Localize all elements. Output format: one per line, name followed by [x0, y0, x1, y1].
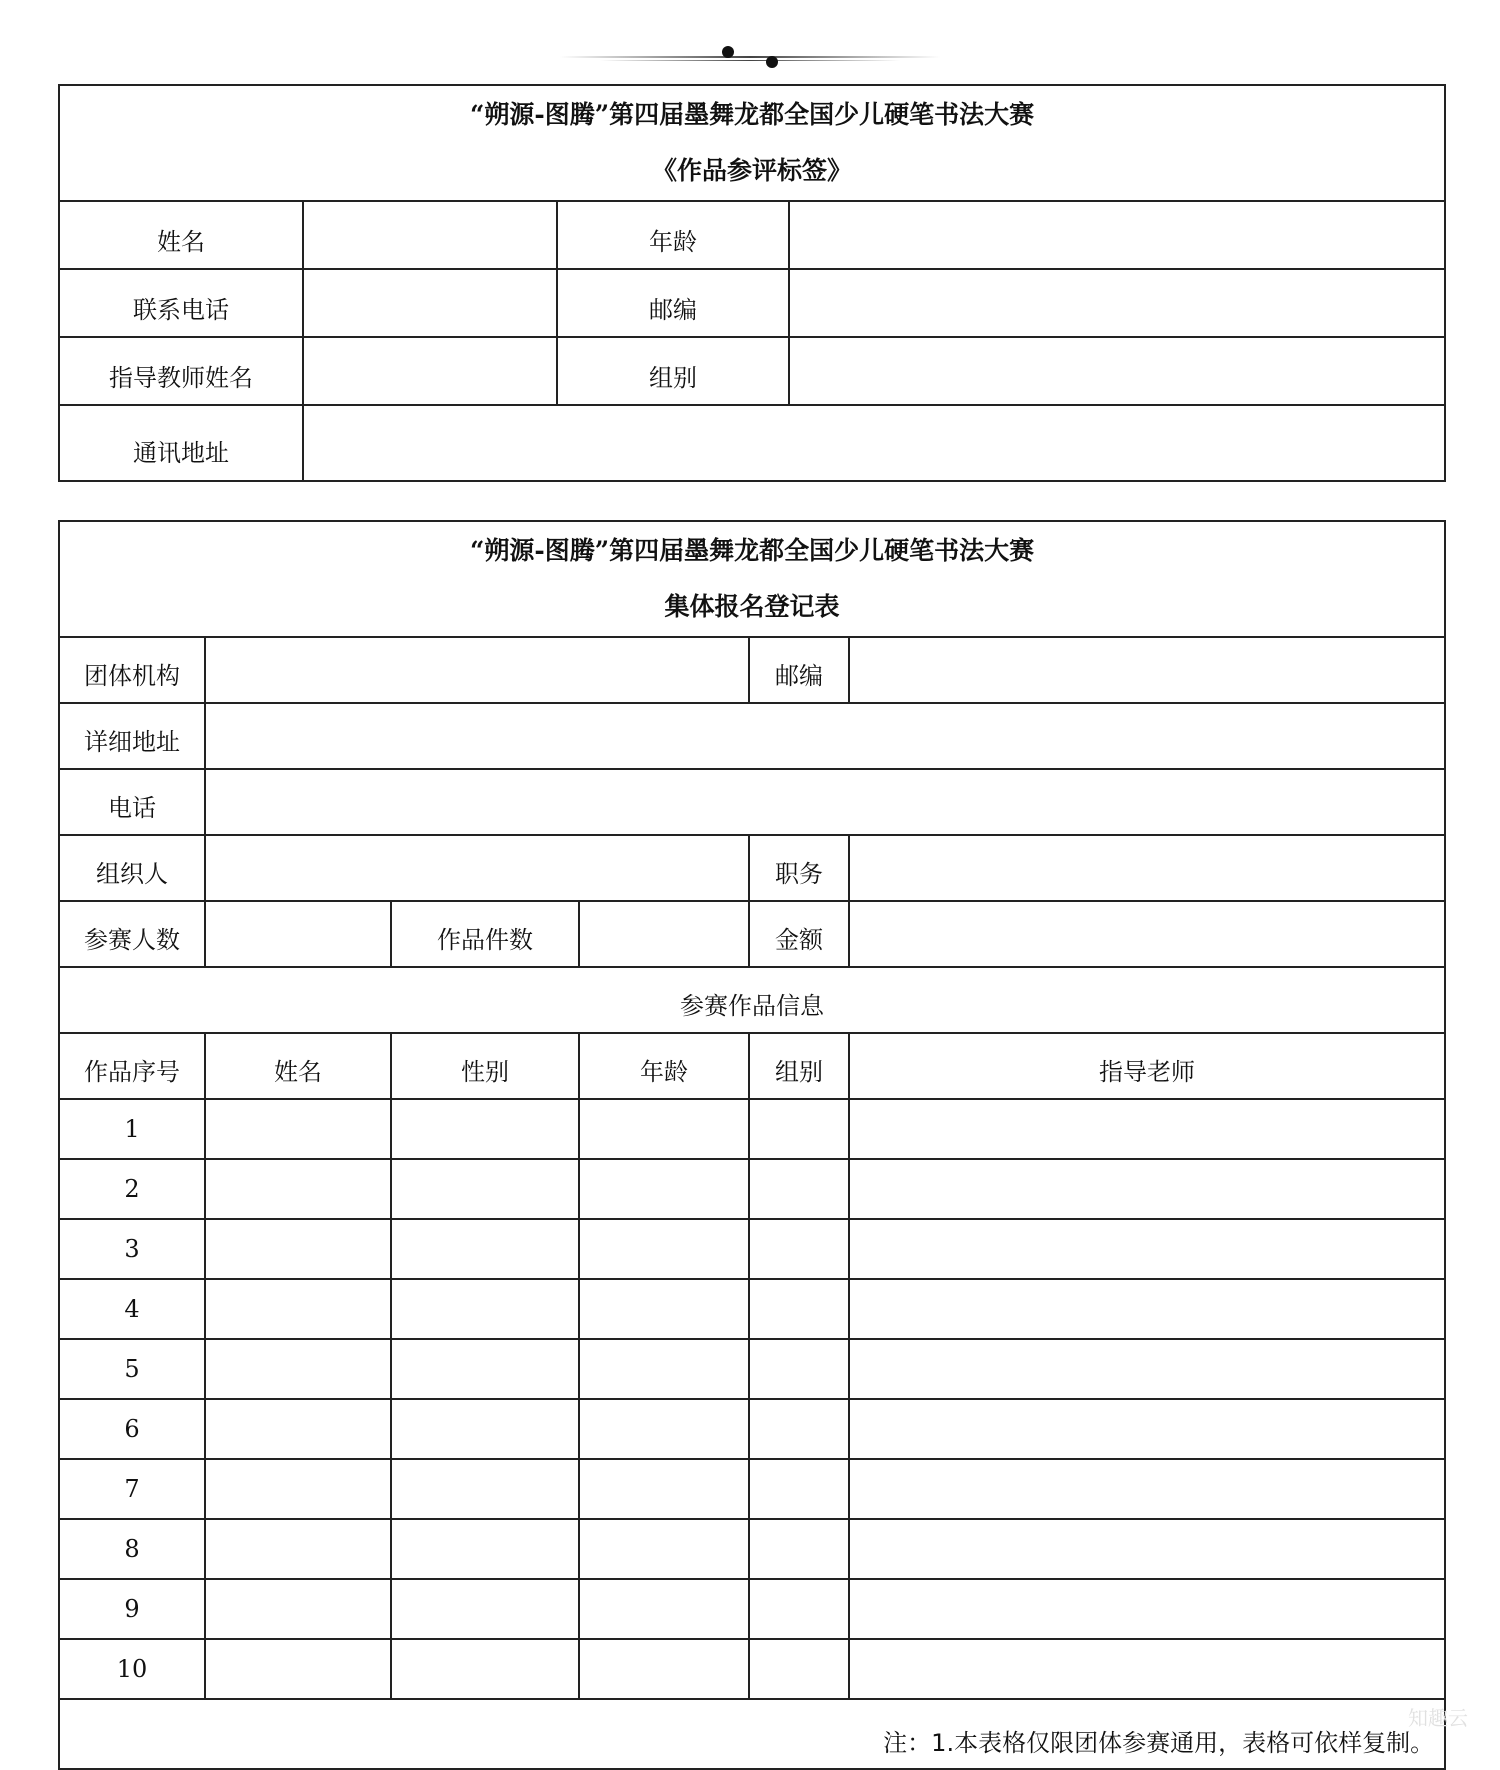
- cell[interactable]: [391, 1639, 579, 1699]
- cell[interactable]: [849, 1099, 1445, 1159]
- table-row: [59, 967, 1445, 1033]
- cell[interactable]: [391, 1339, 579, 1399]
- cell[interactable]: [849, 1459, 1445, 1519]
- address-label: 通讯地址: [59, 405, 303, 481]
- cell[interactable]: [849, 1219, 1445, 1279]
- form-note: 注：1.本表格仅限团体参赛通用，表格可依样复制。: [59, 1699, 1445, 1769]
- cell[interactable]: [391, 1219, 579, 1279]
- table-row: [59, 405, 1445, 481]
- table-row: [59, 1219, 1445, 1279]
- works-count-label: 作品件数: [391, 901, 579, 967]
- cell[interactable]: [579, 1459, 749, 1519]
- column-header: 年龄: [579, 1033, 749, 1099]
- cell[interactable]: [391, 1099, 579, 1159]
- row-number: 8: [59, 1519, 205, 1579]
- org-field[interactable]: [205, 637, 749, 703]
- cell[interactable]: [849, 1639, 1445, 1699]
- group-label: 组别: [557, 337, 789, 405]
- table-row: [59, 1579, 1445, 1639]
- contest-title: “朔源-图腾”第四届墨舞龙都全国少儿硬笔书法大赛: [469, 100, 1035, 129]
- teacher-name-field[interactable]: [303, 337, 557, 405]
- cell[interactable]: [579, 1519, 749, 1579]
- postcode-label: 邮编: [749, 637, 849, 703]
- table-row: [59, 1339, 1445, 1399]
- cell[interactable]: [849, 1519, 1445, 1579]
- table-row: [59, 1099, 1445, 1159]
- cell[interactable]: [391, 1459, 579, 1519]
- table-row: [59, 1639, 1445, 1699]
- row-number: 9: [59, 1579, 205, 1639]
- form-subtitle: 《作品参评标签》: [652, 156, 853, 185]
- cell[interactable]: [579, 1339, 749, 1399]
- cell[interactable]: [205, 1579, 391, 1639]
- column-header: 组别: [749, 1033, 849, 1099]
- cell[interactable]: [391, 1279, 579, 1339]
- address-label: 详细地址: [59, 703, 205, 769]
- group-registration-title: [59, 521, 1445, 637]
- cell[interactable]: [749, 1579, 849, 1639]
- table-row: [59, 1459, 1445, 1519]
- cell[interactable]: [579, 1219, 749, 1279]
- cell[interactable]: [849, 1159, 1445, 1219]
- entry-label-table: [58, 84, 1446, 482]
- works-count-field[interactable]: [579, 901, 749, 967]
- cell[interactable]: [579, 1279, 749, 1339]
- cell[interactable]: [205, 1519, 391, 1579]
- cell[interactable]: [205, 1339, 391, 1399]
- row-number: 1: [59, 1099, 205, 1159]
- table-row: [59, 201, 1445, 269]
- age-label: 年龄: [557, 201, 789, 269]
- teacher-name-label: 指导教师姓名: [59, 337, 303, 405]
- cell[interactable]: [579, 1399, 749, 1459]
- cell[interactable]: [849, 1279, 1445, 1339]
- table-row: [59, 703, 1445, 769]
- cell[interactable]: [749, 1279, 849, 1339]
- cell[interactable]: [579, 1639, 749, 1699]
- row-number: 6: [59, 1399, 205, 1459]
- table-row: [59, 901, 1445, 967]
- postcode-field[interactable]: [789, 269, 1445, 337]
- cell[interactable]: [579, 1159, 749, 1219]
- postcode-label: 邮编: [557, 269, 789, 337]
- cell[interactable]: [391, 1159, 579, 1219]
- cell[interactable]: [749, 1219, 849, 1279]
- name-field[interactable]: [303, 201, 557, 269]
- amount-field[interactable]: [849, 901, 1445, 967]
- cell[interactable]: [849, 1579, 1445, 1639]
- cell[interactable]: [849, 1339, 1445, 1399]
- cell[interactable]: [749, 1159, 849, 1219]
- table-row: [59, 1519, 1445, 1579]
- cell[interactable]: [579, 1579, 749, 1639]
- column-header: 作品序号: [59, 1033, 205, 1099]
- table-row: [59, 1399, 1445, 1459]
- cell[interactable]: [205, 1459, 391, 1519]
- amount-label: 金额: [749, 901, 849, 967]
- position-label: 职务: [749, 835, 849, 901]
- address-field[interactable]: [205, 703, 1445, 769]
- column-header: 指导老师: [849, 1033, 1445, 1099]
- cell[interactable]: [205, 1279, 391, 1339]
- cell[interactable]: [749, 1519, 849, 1579]
- table-row: [59, 637, 1445, 703]
- cell[interactable]: [749, 1399, 849, 1459]
- table-row: [59, 769, 1445, 835]
- table-row: [59, 1279, 1445, 1339]
- cell[interactable]: [749, 1639, 849, 1699]
- table-row: [59, 1159, 1445, 1219]
- participants-field[interactable]: [205, 901, 391, 967]
- phone-field[interactable]: [303, 269, 557, 337]
- contest-title: “朔源-图腾”第四届墨舞龙都全国少儿硬笔书法大赛: [469, 536, 1035, 565]
- row-number: 10: [59, 1639, 205, 1699]
- column-header: 性别: [391, 1033, 579, 1099]
- table-row: [59, 835, 1445, 901]
- decorative-divider-ornament: [560, 38, 940, 78]
- cell[interactable]: [579, 1099, 749, 1159]
- column-header: 姓名: [205, 1033, 391, 1099]
- cell[interactable]: [205, 1099, 391, 1159]
- entry-label-title: [59, 85, 1445, 201]
- cell[interactable]: [749, 1099, 849, 1159]
- table-row: [59, 337, 1445, 405]
- group-field[interactable]: [789, 337, 1445, 405]
- address-field[interactable]: [303, 405, 1445, 481]
- phone-label: 联系电话: [59, 269, 303, 337]
- age-field[interactable]: [789, 201, 1445, 269]
- participants-label: 参赛人数: [59, 901, 205, 967]
- organizer-label: 组织人: [59, 835, 205, 901]
- cell[interactable]: [391, 1579, 579, 1639]
- row-number: 3: [59, 1219, 205, 1279]
- row-number: 2: [59, 1159, 205, 1219]
- watermark: 知趣云: [1408, 1706, 1468, 1730]
- form-subtitle: 集体报名登记表: [664, 592, 840, 621]
- cell[interactable]: [749, 1459, 849, 1519]
- cell[interactable]: [391, 1519, 579, 1579]
- organizer-field[interactable]: [205, 835, 749, 901]
- section-title: 参赛作品信息: [59, 967, 1445, 1033]
- postcode-field[interactable]: [849, 637, 1445, 703]
- cell[interactable]: [205, 1159, 391, 1219]
- phone-label: 电话: [59, 769, 205, 835]
- cell[interactable]: [749, 1339, 849, 1399]
- row-number: 7: [59, 1459, 205, 1519]
- cell[interactable]: [205, 1219, 391, 1279]
- cell[interactable]: [205, 1399, 391, 1459]
- table-row: [59, 269, 1445, 337]
- row-number: 4: [59, 1279, 205, 1339]
- position-field[interactable]: [849, 835, 1445, 901]
- column-header-row: [59, 1033, 1445, 1099]
- cell[interactable]: [205, 1639, 391, 1699]
- group-registration-table: [58, 520, 1446, 1770]
- org-label: 团体机构: [59, 637, 205, 703]
- name-label: 姓名: [59, 201, 303, 269]
- row-number: 5: [59, 1339, 205, 1399]
- cell[interactable]: [849, 1399, 1445, 1459]
- cell[interactable]: [391, 1399, 579, 1459]
- phone-field[interactable]: [205, 769, 1445, 835]
